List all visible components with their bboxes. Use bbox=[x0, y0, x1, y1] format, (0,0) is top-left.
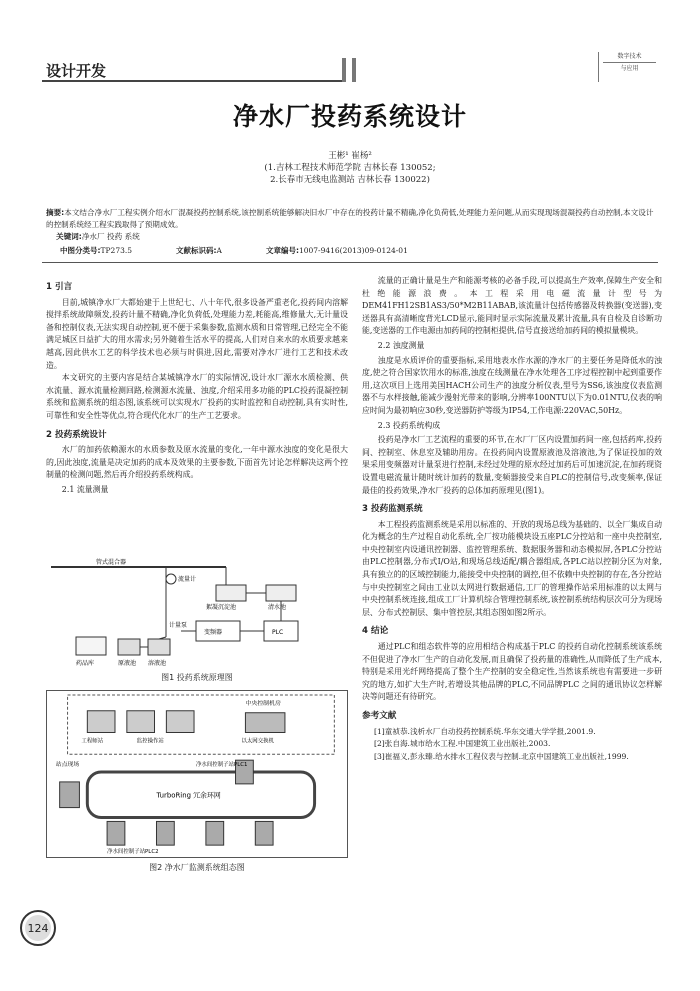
figure-2-caption: 图2 净水厂监测系统组态图 bbox=[149, 863, 245, 872]
reference-item: [3]崔福义,彭永臻.给水排水工程仪表与控制.北京中国建筑工业出版社,1999. bbox=[374, 751, 629, 761]
cabinet-2 bbox=[107, 821, 125, 845]
logo-bottom-text: 与应用 bbox=[620, 65, 639, 72]
keywords-label: 关键词: bbox=[56, 232, 82, 241]
label-center-room: 中央控制机房 bbox=[245, 700, 281, 707]
journal-logo bbox=[598, 52, 660, 82]
workstation-1 bbox=[87, 711, 115, 733]
label-flowmeter: 流量计 bbox=[178, 576, 197, 583]
flowmeter-symbol bbox=[166, 574, 176, 584]
paragraph: 本工程投药监测系统是采用以标准的、开放的现场总线为基础的、以全厂集成自动化为概念的生产过程自动化系统,全厂按功能模块设五座PLC分控站和一座中央控制室,中央控制室内设通讯控制器、监控管理系统、数据服务器和动态模拟屏,各PLC分控站由PLC控制器,分布式I/O站,和现场总线适配/耦合器组成,各PLC站以控制分区为对象,具有独立的的区域控制能力,能接受中央控制的调控,但不依赖中央控制的存在,各分控站与中央控制室之间由工业以太网进行数据通信,工厂的管理操作站采用标准的以太网与中央控制系统连接,组成工厂计算机综合管理控制系统,该控制系统结构层次可分为现场层、分布式控制层、集中管控层,其组态图如图2所示。 bbox=[362, 519, 662, 617]
affiliation-1: (1.吉林工程技术师范学院 吉林长春 130052; bbox=[264, 163, 436, 173]
paragraph: 通过PLC和组态软件等的应用相结合构成基于PLC 的投药自动化控制系统该系统不但促进了净水厂生产的自动化发展,而且确保了投药量的准确性,从而降低了生产成本,特别是采用光纤网络提高了整个生产控制的安全稳定性,当然该系统也有需要进一步研究的地方,如扩大生产时,若增设其他品牌的PLC,不同品牌PLC 之间的通讯协议怎样解决等问题还有待研究。 bbox=[362, 642, 662, 702]
label-station1: 净水间控制子站PLC1 bbox=[196, 762, 248, 769]
article-meta bbox=[60, 245, 620, 256]
id-label: 文章编号: bbox=[265, 246, 299, 255]
workstation-2 bbox=[127, 711, 155, 733]
solution-tank bbox=[148, 639, 170, 655]
paragraph: 流量的正确计量是生产和能源考核的必备手段,可以提高生产效率,保障生产安全和杜绝能源浪费。本工程采用电磁流量计型号为DEM41FH12SB1AS3/50*M2B11ABAB,该流量计包括传感器及转换器(变送器),变送器具有高清晰度背光LCD显示,能同时显示实际流量及累计流量,具有自检及自诊断功能,变送器的工作电源由加药间的控制柜提供,信号直接送给加药间的模拟量模块。 bbox=[362, 276, 662, 336]
header-rule bbox=[42, 80, 342, 82]
abstract bbox=[46, 207, 658, 243]
figure-1-diagram bbox=[46, 552, 348, 682]
paragraph: 投药是净水厂工艺流程的重要的环节,在水厂厂区内设置加药间一座,包括药库,投药间、控制室、休息室及辅助用房。在投药间内设置原液池及溶液池,为了保证投加的效果采用变频器对计量泵进行控制,未经过处理的原水经过加药后可加速沉淀,在加药现资设置电磁流量计随时统计加药的数量,变频器接受来自PLC的控制信号,改变频率,保证最佳的投药效果,净水厂投药的总体加药原理见(图1)。 bbox=[362, 435, 662, 495]
figure-2-diagram bbox=[46, 690, 348, 858]
switch-box bbox=[245, 713, 285, 733]
label-plc: PLC bbox=[272, 629, 284, 636]
label-warehouse: 药品库 bbox=[76, 660, 95, 667]
paragraph: 浊度是水质评价的重要指标,采用地表水作水源的净水厂的主要任务是降低水的浊度,使之符合国家饮用水的标准,浊度在线测量在净水处理各工序过程控制中起到重要作用,这次项目上选用美国HACH公司生产的浊度分析仪表,型号为SS6,该浊度仪表监测器不与水样接触,能减少漫射光带来的影响,分辨率100NTU以下为0.01NTU,仪表的响应时间为最初响应30秒,变送器防护等级为IP54,工作电源:220VAC,50Hz。 bbox=[362, 355, 662, 415]
subheading-turbidity: 2.2 浊度测量 bbox=[377, 340, 425, 350]
sediment-tank bbox=[216, 585, 246, 601]
label-field: 站点现场 bbox=[55, 762, 80, 769]
label-clearwell: 清水池 bbox=[268, 604, 287, 611]
cabinet-4 bbox=[206, 821, 224, 845]
abstract-label: 摘要: bbox=[46, 208, 65, 217]
cls-label: 中图分类号: bbox=[60, 246, 101, 255]
heading-references: 参考文献 bbox=[362, 711, 397, 721]
label-station2: 净水间控制子站PLC2 bbox=[107, 849, 159, 856]
meta-rule bbox=[42, 262, 658, 263]
label-vfd: 变频器 bbox=[204, 629, 223, 636]
paragraph: 本文研究的主要内容是结合某城镇净水厂的实际情况,设计水厂源水水质检测、供水流量、源水流量检测回路,检测源水流量、浊度,介绍采用多功能的PLC投药混凝控制系统和监测系统的组态图,该系统可以实现水厂投药的实时监控和自动控制,具有实时性,可靠性和安全性等优点,符合现代化水厂的生产工艺要求。 bbox=[46, 373, 348, 420]
paragraph: 水厂的加药依赖源水的水质参数及原水流量的变化,一年中源水浊度的变化是很大的,因此浊度,流量是决定加药的成本及效果的主要参数,下面首先讨论怎样解决这两个控制量的检测问题,然后再介绍投药系统构成。 bbox=[46, 445, 348, 480]
label-switch: 以太网交换机 bbox=[241, 738, 274, 745]
id-value: 1007-9416(2013)09-0124-01 bbox=[298, 246, 408, 255]
right-column bbox=[362, 275, 662, 763]
figure-1-caption: 图1 投药系统原理图 bbox=[161, 673, 233, 682]
left-column bbox=[46, 275, 348, 499]
reference-item: [2]张自海.城市给水工程.中国建筑工业出版社,2003. bbox=[374, 739, 551, 749]
raw-liquid-tank bbox=[118, 639, 140, 655]
label-mixer: 管式混合器 bbox=[96, 559, 127, 566]
label-tank1: 原液池 bbox=[118, 660, 137, 667]
author-names: 王彬¹ 崔杨² bbox=[328, 151, 372, 161]
heading-intro: 1 引言 bbox=[46, 282, 73, 292]
doc-value: A bbox=[216, 246, 222, 255]
heading-design: 2 投药系统设计 bbox=[46, 429, 107, 440]
subheading-flow: 2.1 流量测量 bbox=[61, 484, 109, 494]
label-ops2: 监控操作站 bbox=[136, 738, 164, 745]
workstation-3 bbox=[166, 711, 194, 733]
reference-item: [1]童祯恭.浅析水厂自动投药控制系统.华东交通大学学报,2001.9. bbox=[374, 726, 596, 736]
paragraph: 目前,城镇净水厂大都始建于上世纪七、八十年代,很多设备严重老化,投药间内溶解搅拌系统故障频发,投药计量不精确,净化负荷低,处理能力差,耗能高,维修量大,无计量设备和控制仪表,无法实现自动控制,更不便于采集参数,监测水质和日常管理,已经完全不能满足城区日益扩大的用水需求;另外随着生活水平的提高,人们对自来水的水质要求越来越高,因此供水工艺的科学技术也必须与时俱进,因此,需要对净水厂进行工艺和技术改造。 bbox=[46, 297, 348, 370]
author-block bbox=[0, 150, 700, 186]
heading-conclusion: 4 结论 bbox=[362, 626, 389, 637]
paper-title: 净水厂投药系统设计 bbox=[232, 102, 467, 131]
label-sediment: 絮凝沉淀池 bbox=[206, 604, 237, 611]
logo-top-text: 数字技术 bbox=[617, 53, 642, 60]
cls-value: TP273.5 bbox=[100, 246, 133, 255]
doc-label: 文献标识码: bbox=[176, 246, 217, 255]
warehouse-box bbox=[76, 637, 106, 655]
abstract-text: 本文结合净水厂工程实例介绍水厂混凝投药控制系统,该控制系统能够解决旧水厂中存在的投药计量不精确,净化负荷低,处理能力差问题,从而实现现场混凝投药自动控制,本文设计的控制系统经工程实践取得了预期成效。 bbox=[46, 208, 654, 229]
cabinet-5 bbox=[255, 821, 273, 845]
cabinet-3 bbox=[156, 821, 174, 845]
page-number: 124 bbox=[25, 915, 51, 941]
label-ops1: 工程师站 bbox=[81, 738, 104, 745]
page-number-badge bbox=[20, 910, 56, 946]
keywords: 净水厂 投药 系统 bbox=[81, 232, 140, 241]
clear-water-tank bbox=[266, 585, 296, 601]
heading-monitoring: 3 投药监测系统 bbox=[362, 504, 423, 515]
cabinet-1 bbox=[60, 782, 80, 808]
label-meter-pump: 计量泵 bbox=[169, 622, 188, 629]
header-bars bbox=[340, 58, 364, 82]
label-ring: TurboRing 冗余环网 bbox=[156, 791, 221, 800]
label-tank2: 溶液池 bbox=[148, 660, 167, 667]
affiliation-2: 2.长春市无线电监测站 吉林长春 130022) bbox=[270, 175, 430, 185]
subheading-structure: 2.3 投药系统构成 bbox=[377, 420, 441, 430]
section-label: 设计开发 bbox=[46, 62, 107, 80]
